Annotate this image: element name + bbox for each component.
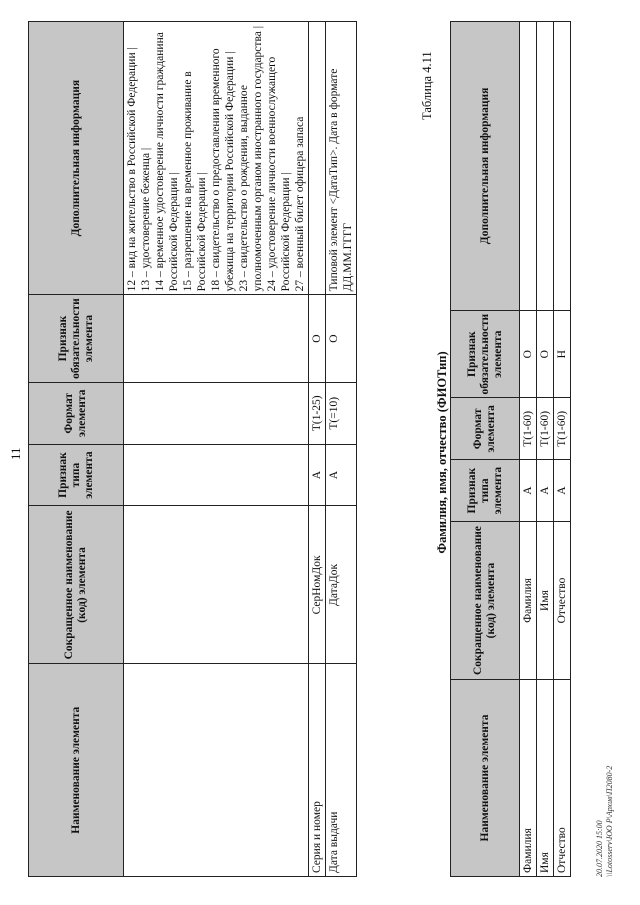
- elements-table-continued: [28, 21, 357, 877]
- table-caption: Фамилия, имя, отчество (ФИОТип): [435, 351, 449, 554]
- info-line: 23 – свидетельство о рождении, выданное уполномоченным органом иностранного государства |: [238, 25, 264, 292]
- table-row: [537, 22, 554, 877]
- cell-type: А: [554, 460, 571, 522]
- info-line: 18 – свидетельство о предоставлении временного убежища на территории Российской Федерации |: [210, 48, 236, 292]
- cell-name: [124, 664, 309, 877]
- cell-code: [124, 506, 309, 664]
- header-type: Признак типа элемента: [29, 444, 124, 506]
- cell-name: Фамилия: [520, 680, 537, 877]
- header-code: Сокращенное наименование (код) элемента: [451, 522, 520, 680]
- cell-info: Типовой элемент <ДатаТип>. Дата в формате ДД.ММ.ГГГГ: [326, 22, 357, 295]
- table-row: [124, 22, 309, 877]
- header-required: Признак обязательности элемента: [29, 295, 124, 383]
- header-name: Наименование элемента: [451, 680, 520, 877]
- cell-name: Дата выдачи: [326, 664, 357, 877]
- page-number: 11: [8, 447, 23, 460]
- table-header-row: [29, 22, 124, 877]
- cell-code: ДатаДок: [326, 506, 357, 664]
- cell-format: T(1-60): [537, 398, 554, 460]
- cell-type: А: [537, 460, 554, 522]
- info-line: 15 – разрешение на временное проживание в Российской Федерации |: [182, 71, 208, 292]
- info-line: 12 – вид на жительство в Российской Федерации |: [126, 47, 138, 292]
- cell-type: А: [326, 444, 357, 506]
- table-number: Таблица 4.11: [420, 51, 434, 120]
- header-info: Дополнительная информация: [451, 22, 520, 311]
- cell-info: [554, 22, 571, 311]
- footer-timestamp: 20.07.2020 15:00: [595, 820, 604, 877]
- info-line: 14 – временное удостоверение личности гражданина Российской Федерации |: [154, 32, 180, 292]
- table-row: [520, 22, 537, 877]
- table-row: [554, 22, 571, 877]
- cell-required: О: [326, 295, 357, 383]
- info-line: 24 – удостоверение личности военнослужащего Российской Федерации |: [266, 56, 292, 292]
- cell-code: СерНомДок: [309, 506, 326, 664]
- cell-code: Фамилия: [520, 522, 537, 680]
- cell-format: [124, 382, 309, 444]
- cell-type: А: [309, 444, 326, 506]
- cell-info-list: [124, 22, 309, 295]
- cell-format: T(1-60): [520, 398, 537, 460]
- cell-name: Имя: [537, 680, 554, 877]
- cell-name: Отчество: [554, 680, 571, 877]
- cell-type: [124, 444, 309, 506]
- cell-info: [520, 22, 537, 311]
- cell-code: Отчество: [554, 522, 571, 680]
- cell-required: О: [537, 310, 554, 398]
- table-header-row: [451, 22, 520, 877]
- cell-info: [537, 22, 554, 311]
- header-format: Формат элемента: [451, 398, 520, 460]
- table-row: [309, 22, 326, 877]
- cell-required: Н: [554, 310, 571, 398]
- cell-format: T(1-60): [554, 398, 571, 460]
- cell-type: А: [520, 460, 537, 522]
- cell-format: T(1-25): [309, 382, 326, 444]
- header-code: Сокращенное наименование (код) элемента: [29, 506, 124, 664]
- cell-required: О: [309, 295, 326, 383]
- footer-stamp: [595, 766, 615, 877]
- cell-required: [124, 295, 309, 383]
- info-line: 27 – военный билет офицера запаса: [294, 116, 306, 292]
- fio-table: [450, 21, 571, 877]
- cell-name: Серия и номер: [309, 664, 326, 877]
- cell-info: [309, 22, 326, 295]
- table-row: [326, 22, 357, 877]
- header-type: Признак типа элемента: [451, 460, 520, 522]
- header-name: Наименование элемента: [29, 664, 124, 877]
- info-line: 13 – удостоверение беженца |: [140, 147, 152, 292]
- footer-path: \\Lotosserv\ЮО Р\Архив\П2080-2: [605, 765, 614, 877]
- cell-code: Имя: [537, 522, 554, 680]
- header-required: Признак обязательности элемента: [451, 310, 520, 398]
- header-format: Формат элемента: [29, 382, 124, 444]
- header-info: Дополнительная информация: [29, 22, 124, 295]
- cell-required: О: [520, 310, 537, 398]
- cell-format: T(=10): [326, 382, 357, 444]
